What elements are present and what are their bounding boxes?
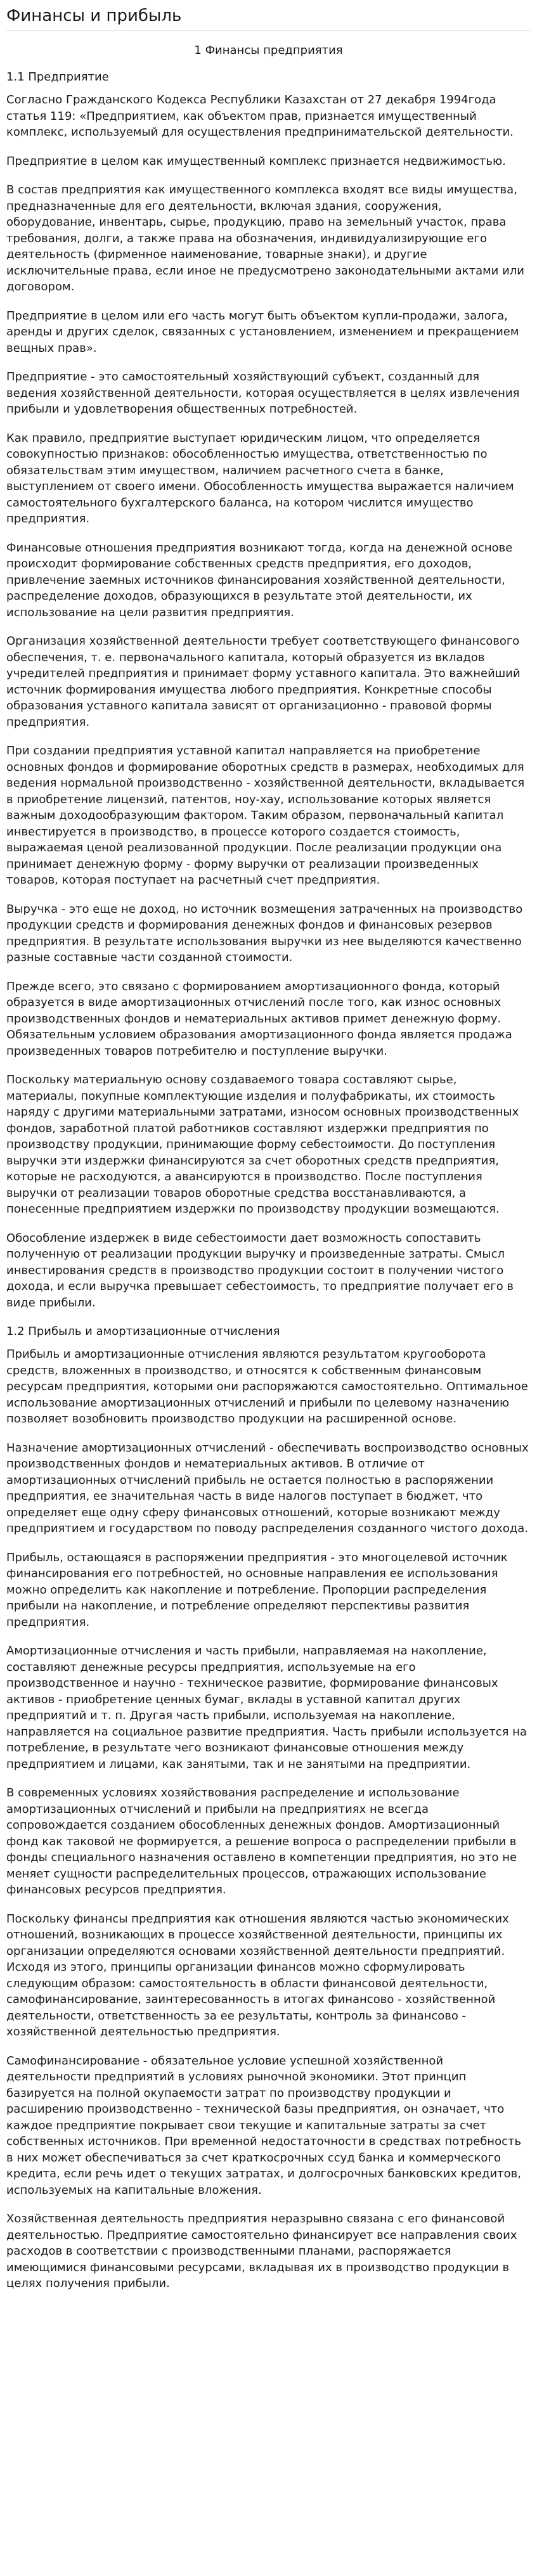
paragraph: Предприятие в целом или его часть могут быть объектом купли-продажи, залога, аренды и других сделок, связанных с установлением, изменением и прекращением вещных прав». xyxy=(6,309,519,355)
paragraph: В состав предприятия как имущественного комплекса входят все виды имущества, предназначенные для его деятельности, включая здания, сооружения, оборудование, инвентарь, сырье, продукцию, право на земельный участок, права требования, долги, а также права на обозначения, индивидуализирующие его деятельность (фирменное наименование, товарные знаки), и другие исключительные права, если иное не предусмотрено законодательными актами или договором. xyxy=(6,183,525,293)
paragraph: Финансовые отношения предприятия возникают тогда, когда на денежной основе происходит формирование собственных средств предприятия, его доходов, привлечение заемных источников финансирования хозяйственной деятельности, распределение доходов, образующихся в результате этой деятельности, их использование на цели развития предприятия. xyxy=(6,541,513,619)
paragraph: Прежде всего, это связано с формированием амортизационного фонда, который образуется в виде амортизационных отчислений после того, как износ основных производственных фондов и нематериальных активов примет денежную форму. Обязательным условием образования амортизационного фонда является продажа произведенных товаров потребителю и поступление выручки. xyxy=(6,979,512,1058)
chapter-title: 1 Финансы предприятия xyxy=(194,44,343,57)
paragraph: Поскольку материальную основу создаваемого товара составляют сырье, материалы, покупные комплектующие изделия и полуфабрикаты, их стоимость наряду с другими материальными затратами, износом основных производственных фондов, заработной платой работников составляют издержки предприятия по производству продукции, принимающие форму себестоимости. До поступления выручки эти издержки финансируются за счет оборотных средств предприятия, которые не расходуются, а авансируются в производство. После поступления выручки от реализации товаров оборотные средства восстанавливаются, а понесенные предприятием издержки по производству продукции возмещаются. xyxy=(6,1073,519,1216)
paragraph: Прибыль и амортизационные отчисления являются результатом кругооборота средств, вложенных в производство, и относятся к собственным финансовым ресурсам предприятия, которыми они распоряжаются самостоятельно. Оптимальное использование амортизационных отчислений и прибыли по целевому назначению позволяет возобновить производство продукции на расширенной основе. xyxy=(6,1348,528,1426)
paragraph: Организация хозяйственной деятельности требует соответствующего финансового обеспечения, т. е. первоначального капитала, который образуется из вкладов учредителей предприятия и принимает форму уставного капитала. Это важнейший источник формирования имущества любого предприятия. Конкретные способы образования уставного капитала зависят от организационно - правовой формы предприятия. xyxy=(6,634,521,729)
paragraph: Согласно Гражданского Кодекса Республики Казахстан от 27 декабря 1994года статья 119: «Предприятием, как объектом прав, признается имущественный комплекс, используемый для осуществления предпринимательской деятельности. xyxy=(6,93,514,139)
paragraph: В современных условиях хозяйствования распределение и использование амортизационных отчислений и прибыли на предприятиях не всегда сопровождается созданием обособленных денежных фондов. Амортизационный фонд как таковой не формируется, а решение вопроса о распределении прибыли в фонды специального назначения оставлено в компетенции предприятия, но это не меняет сущности распределительных процессов, отражающих использование финансовых ресурсов предприятия. xyxy=(6,1786,517,1897)
section xyxy=(6,69,531,1311)
section-heading: 1.1 Предприятие xyxy=(6,70,109,84)
section xyxy=(6,1323,531,2292)
paragraph: При создании предприятия уставной капитал направляется на приобретение основных фондов и формирование оборотных средств в размерах, необходимых для ведения нормальной производственно - хозяйственной деятельности, вкладывается в приобретение лицензий, патентов, ноу-хау, использование которых является важным доходообразующим фактором. Таким образом, первоначальный капитал инвестируется в производство, в процессе которого создается стоимость, выражаемая ценой реализованной продукции. После реализации продукции она принимает денежную форму - форму выручки от реализации произведенных товаров, которая поступает на расчетный счет предприятия. xyxy=(6,744,525,887)
paragraph: Назначение амортизационных отчислений - обеспечивать воспроизводство основных производственных фондов и нематериальных активов. В отличие от амортизационных отчислений прибыль не остается полностью в распоряжении предприятия, ее значительная часть в виде налогов поступает в бюджет, что определяет еще одну сферу финансовых отношений, которые возникают между предприятием и государством по поводу распределения созданного чистого дохода. xyxy=(6,1441,529,1535)
paragraph: Предприятие - это самостоятельный хозяйствующий субъект, созданный для ведения хозяйственной деятельности, которая осуществляется в целях извлечения прибыли и удовлетворения общественных потребностей. xyxy=(6,370,520,416)
document-title: Финансы и прибыль xyxy=(6,0,531,31)
paragraph: Хозяйственная деятельность предприятия неразрывно связана с его финансовой деятельностью. Предприятие самостоятельно финансирует все направления своих расходов в соответствии с производственными планами, распоряжается имеющимися финансовыми ресурсами, вкладывая их в производство продукции в целях получения прибыли. xyxy=(6,2212,517,2290)
paragraph: Выручка - это еще не доход, но источник возмещения затраченных на производство продукции средств и формирования денежных фондов и финансовых резервов предприятия. В результате использования выручки из нее выделяются качественно разные составные части созданной стоимости. xyxy=(6,902,523,964)
document-body xyxy=(6,69,531,2292)
paragraph: Прибыль, остающаяся в распоряжении предприятия - это многоцелевой источник финансирования его потребностей, но основные направления ее использования можно определить как накопление и потребление. Пропорции распределения прибыли на накопление, и потребление определяют перспективы развития предприятия. xyxy=(6,1550,508,1629)
paragraph: Предприятие в целом как имущественный комплекс признается недвижимостью. xyxy=(6,154,506,168)
section-heading: 1.2 Прибыль и амортизационные отчисления xyxy=(6,1325,280,1338)
paragraph: Обособление издержек в виде себестоимости дает возможность сопоставить полученную от реализации продукции выручку и произведенные затраты. Смысл инвестирования средств в производство продукции состоит в получении чистого дохода, и если выручка превышает себестоимость, то предприятие получает его в виде прибыли. xyxy=(6,1231,514,1310)
paragraph: Поскольку финансы предприятия как отношения являются частью экономических отношений, возникающих в процессе хозяйственной деятельности, принципы их организации определяются основами хозяйственной деятельности предприятий. Исходя из этого, принципы организации финансов можно сформулировать следующим образом: самостоятельность в области финансовой деятельности, самофинансирование, заинтересованность в итогах финансово - хозяйственной деятельности, ответственность за ее результаты, контроль за финансово - хозяйственной деятельностью предприятия. xyxy=(6,1912,509,2038)
paragraph: Амортизационные отчисления и часть прибыли, направляемая на накопление, составляют денежные ресурсы предприятия, используемые на его производственное и научно - техническое развитие, формирование финансовых активов - приобретение ценных бумаг, вклады в уставной капитал других предприятий и т. п. Другая часть прибыли, используемая на накопление, направляется на социальное развитие предприятия. Часть прибыли используется на потребление, в результате чего возникают финансовые отношения между предприятием и лицами, как занятыми, так и не занятыми на предприятии. xyxy=(6,1644,527,1771)
paragraph: Как правило, предприятие выступает юридическим лицом, что определяется совокупностью признаков: обособленностью имущества, ответственностью по обязательствам этим имуществом, наличием расчетного счета в банке, выступлением от своего имени. Обособленность имущества выражается наличием самостоятельного бухгалтерского баланса, на котором числится имущество предприятия. xyxy=(6,431,514,525)
paragraph: Самофинансирование - обязательное условие успешной хозяйственной деятельности предприятий в условиях рыночной экономики. Этот принцип базируется на полной окупаемости затрат по производству продукции и расширению производственно - технической базы предприятия, он означает, что каждое предприятие покрывает свои текущие и капитальные затраты за счет собственных источников. При временной недостаточности в средствах потребность в них может обеспечиваться за счет краткосрочных ссуд банка и коммерческого кредита, если речь идет о текущих затратах, и долгосрочных банковских кредитов, используемых на капитальные вложения. xyxy=(6,2054,522,2197)
